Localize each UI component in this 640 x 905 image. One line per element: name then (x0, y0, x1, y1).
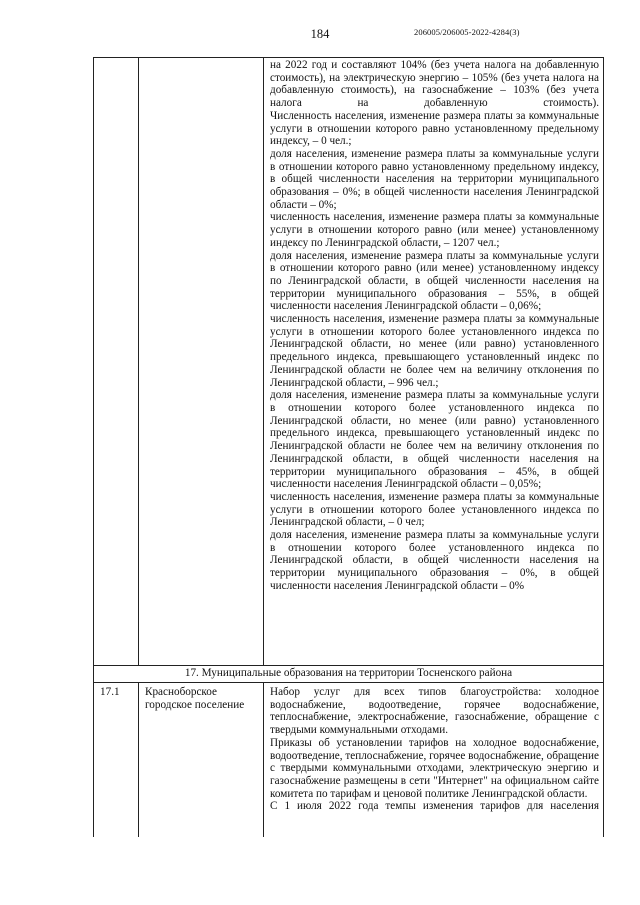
section-heading: 17. Муниципальные образования на территории Тосненского района (184, 667, 513, 679)
paragraph: на 2022 год и составляют 104% (без учета налога на добавленную стоимость), на электрическую энергию – 105% (без учета налога на добавленную стоимость), на газоснабжение – 103% (без учета налога на добавленную стоимость). (270, 59, 599, 110)
paragraph: доля населения, изменение размера платы за коммунальные услуги в отношении которого более установленного индекса по Ленинградской области, в общей численности населения на территории муниципального образования – 0%, в общей численности населения Ленинградской области – 0% (270, 529, 599, 592)
paragraph: Приказы об установлении тарифов на холодное водоснабжение, водоотведение, теплоснабжение, горячее водоснабжение, обращение с твердыми коммунальными отходами, электрическую энергию и газоснабжение размещены в сети "Интернет" на официальном сайте комитета по тарифам и ценовой политике Ленинградской области. (270, 736, 599, 800)
row-number: 17.1 (100, 686, 120, 698)
table-divider-col1 (138, 57, 139, 665)
row-description-cell (270, 686, 599, 813)
municipality-name: Красноборское городское поселение (145, 686, 245, 711)
paragraph: численность населения, изменение размера платы за коммунальные услуги в отношении которого равно (или менее) установленному индексу по Ленинградской области, – 1207 чел.; (270, 211, 599, 249)
table-border-left (93, 57, 94, 837)
table-border-top (93, 57, 604, 58)
paragraph: численность населения, изменение размера платы за коммунальные услуги в отношении которого более установленного индекса по Ленинградской области, но менее (или равно) установленного предельного индекса, превышающего установленный индекс по Ленинградской области не более чем на величину отклонения по Ленинградской области, – 996 чел.; (270, 313, 599, 389)
document-code: 206005/206005-2022-4284(3) (414, 27, 520, 37)
paragraph: Набор услуг для всех типов благоустройства: холодное водоснабжение, водоотведение, горячее водоснабжение, теплоснабжение, электроснабжение, газоснабжение, обращение с твердыми коммунальными отходами. (270, 686, 599, 737)
table-divider-col2 (263, 682, 264, 837)
section-row-bottom (93, 682, 604, 683)
paragraph: доля населения, изменение размера платы за коммунальные услуги в отношении которого равно установленному предельному индексу, в общей численности населения на территории муниципального образования – 0%; в общей численности населения Ленинградской области – 0%; (270, 147, 599, 211)
paragraph: доля населения, изменение размера платы за коммунальные услуги в отношении которого равно (или менее) установленному индексу по Ленинградской области, в общей численности населения на территории муниципального образования – 55%, в общей численности населения Ленинградской области – 0,06%; (270, 249, 599, 313)
page-number: 184 (310, 27, 330, 41)
table-border-right (603, 57, 604, 837)
paragraph: численность населения, изменение размера платы за коммунальные услуги в отношении которого более установленного индекса по Ленинградской области, – 0 чел; (270, 490, 599, 529)
paragraph: Численность населения, изменение размера платы за коммунальные услуги в отношении которого равно установленному предельному индексу, – 0 чел.; (270, 109, 599, 148)
paragraph: доля населения, изменение размера платы за коммунальные услуги в отношении которого более установленного индекса по Ленинградской области, но менее (или равно) установленного предельного индекса, превышающего установленный индекс по Ленинградской области не более чем на величину отклонения по Ленинградской области, в общей численности населения на территории муниципального образования – 45%, в общей численности населения Ленинградской области – 0,05%; (270, 389, 599, 491)
paragraph: С 1 июля 2022 года темпы изменения тарифов для населения (270, 800, 599, 813)
continued-cell (270, 59, 599, 593)
table-divider-col2 (263, 57, 264, 665)
table-divider-col1 (138, 682, 139, 837)
